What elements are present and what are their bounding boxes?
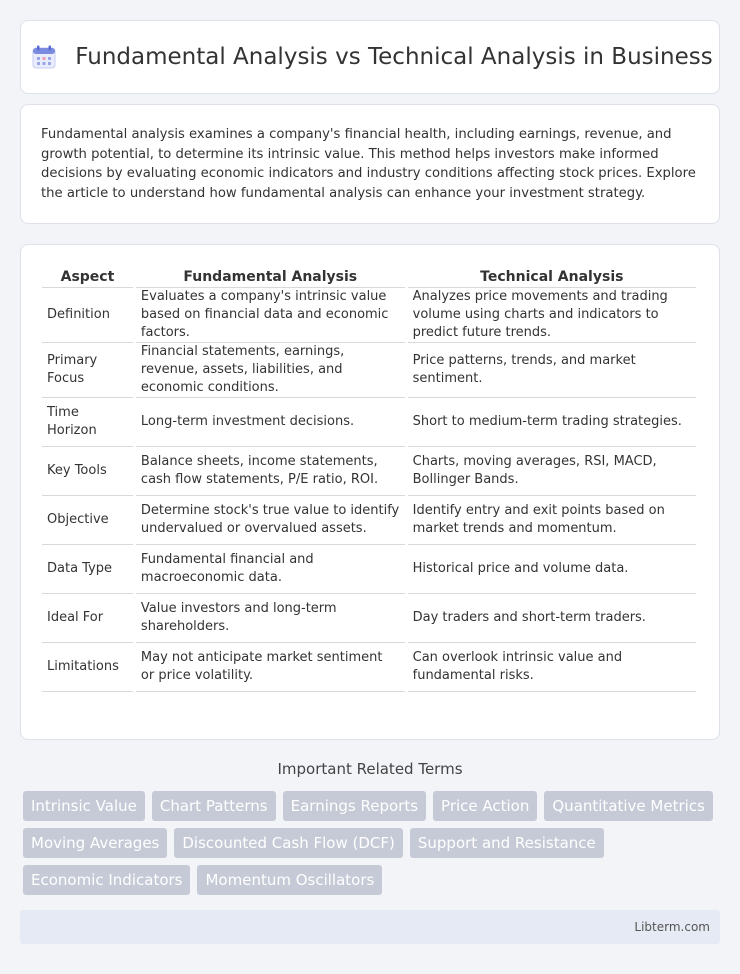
- fundamental-cell: Financial statements, earnings, revenue, assets, liabilities, and economic conditions.: [136, 343, 405, 398]
- table-row: [42, 496, 696, 545]
- aspect-cell: Data Type: [42, 545, 133, 594]
- aspect-cell: Objective: [42, 496, 133, 545]
- calendar-icon: [27, 40, 61, 74]
- related-term-tag[interactable]: Chart Patterns: [152, 791, 276, 821]
- header-card: [20, 20, 720, 94]
- aspect-cell: Primary Focus: [42, 343, 133, 398]
- related-term-tag[interactable]: Intrinsic Value: [23, 791, 145, 821]
- aspect-cell: Limitations: [42, 643, 133, 692]
- related-term-tag[interactable]: Discounted Cash Flow (DCF): [174, 828, 403, 858]
- technical-cell: Analyzes price movements and trading volume using charts and indicators to predict future trends.: [408, 288, 696, 343]
- aspect-cell: Definition: [42, 288, 133, 343]
- related-term-tag[interactable]: Support and Resistance: [410, 828, 604, 858]
- fundamental-cell: Determine stock's true value to identify undervalued or overvalued assets.: [136, 496, 405, 545]
- intro-text: Fundamental analysis examines a company's financial health, including earnings, revenue, and growth potential, to determine its intrinsic value. This method helps investors make informed decisions by evaluating economic indicators and industry conditions affecting stock prices. Explore the article to understand how fundamental analysis can enhance your investment strategy.: [41, 127, 696, 201]
- table-row: [42, 643, 696, 692]
- related-terms-title: Important Related Terms: [277, 760, 463, 778]
- fundamental-cell: Fundamental financial and macroeconomic data.: [136, 545, 405, 594]
- fundamental-cell: May not anticipate market sentiment or price volatility.: [136, 643, 405, 692]
- table-header-row: [42, 265, 696, 288]
- footer-site-link[interactable]: Libterm.com: [634, 920, 710, 934]
- page-title: Fundamental Analysis vs Technical Analysis in Business: [75, 44, 713, 70]
- table-row: [42, 545, 696, 594]
- aspect-cell: Time Horizon: [42, 398, 133, 447]
- column-header-fundamental: Fundamental Analysis: [136, 265, 405, 288]
- related-term-tag[interactable]: Quantitative Metrics: [544, 791, 713, 821]
- aspect-cell: Ideal For: [42, 594, 133, 643]
- technical-cell: Price patterns, trends, and market sentiment.: [408, 343, 696, 398]
- table-row: [42, 288, 696, 343]
- fundamental-cell: Long-term investment decisions.: [136, 398, 405, 447]
- table-row: [42, 594, 696, 643]
- related-term-tag[interactable]: Moving Averages: [23, 828, 167, 858]
- table-row: [42, 447, 696, 496]
- comparison-table: [39, 265, 699, 692]
- technical-cell: Historical price and volume data.: [408, 545, 696, 594]
- comparison-table-card: [20, 244, 720, 740]
- technical-cell: Short to medium-term trading strategies.: [408, 398, 696, 447]
- fundamental-cell: Value investors and long-term shareholders.: [136, 594, 405, 643]
- header: [27, 40, 712, 74]
- column-header-technical: Technical Analysis: [408, 265, 696, 288]
- technical-cell: Can overlook intrinsic value and fundamental risks.: [408, 643, 696, 692]
- table-row: [42, 398, 696, 447]
- related-term-tag[interactable]: Economic Indicators: [23, 865, 190, 895]
- aspect-cell: Key Tools: [42, 447, 133, 496]
- intro-card: [20, 104, 720, 224]
- related-term-tag[interactable]: Momentum Oscillators: [197, 865, 382, 895]
- related-term-tag[interactable]: Earnings Reports: [283, 791, 426, 821]
- footer: [20, 910, 720, 944]
- column-header-aspect: Aspect: [42, 265, 133, 288]
- table-row: [42, 343, 696, 398]
- related-term-tag[interactable]: Price Action: [433, 791, 537, 821]
- technical-cell: Identify entry and exit points based on market trends and momentum.: [408, 496, 696, 545]
- technical-cell: Day traders and short-term traders.: [408, 594, 696, 643]
- related-terms-list: [23, 791, 723, 895]
- technical-cell: Charts, moving averages, RSI, MACD, Bollinger Bands.: [408, 447, 696, 496]
- fundamental-cell: Balance sheets, income statements, cash flow statements, P/E ratio, ROI.: [136, 447, 405, 496]
- fundamental-cell: Evaluates a company's intrinsic value based on financial data and economic factors.: [136, 288, 405, 343]
